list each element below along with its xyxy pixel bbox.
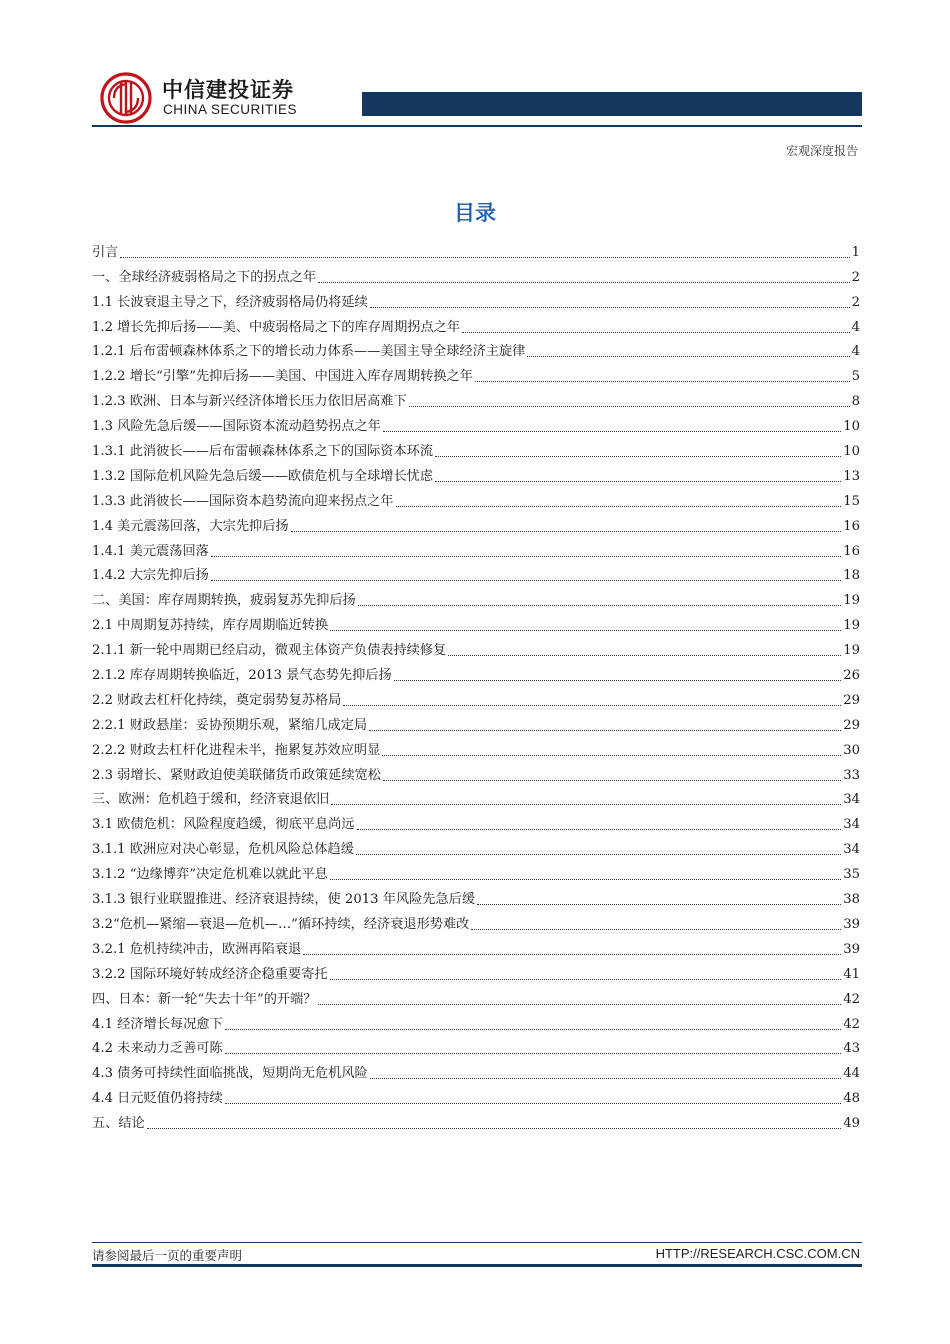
- toc-entry[interactable]: [92, 585, 860, 610]
- toc-entry[interactable]: [92, 984, 860, 1009]
- toc-entry-label: 2.3 弱增长、紧财政迫使美联储货币政策延续宽松: [92, 767, 381, 783]
- toc-dot-leader: [369, 730, 841, 731]
- toc-entry-page: 4: [851, 319, 860, 335]
- toc-entry[interactable]: [92, 760, 860, 785]
- toc-entry-label: 1.2 增长先抑后扬——美、中疲弱格局之下的库存周期拐点之年: [92, 319, 461, 335]
- toc-entry[interactable]: [92, 809, 860, 834]
- toc-dot-leader: [435, 481, 841, 482]
- toc-entry-page: 29: [843, 692, 860, 708]
- toc-entry-page: 39: [843, 941, 860, 957]
- toc-entry[interactable]: [92, 610, 860, 635]
- toc-entry-label: 五、结论: [92, 1116, 145, 1132]
- toc-entry-label: 1.3.1 此消彼长——后布雷顿森林体系之下的国际资本环流: [92, 444, 434, 460]
- header-band: [362, 92, 862, 116]
- page-header: [92, 60, 862, 130]
- toc-entry-page: 34: [843, 842, 860, 858]
- toc-entry-label: 1.2.1 后布雷顿森林体系之下的增长动力体系——美国主导全球经济主旋律: [92, 344, 526, 360]
- toc-dot-leader: [435, 456, 841, 457]
- toc-dot-leader: [477, 904, 841, 905]
- toc-entry-label: 2.1 中周期复苏持续，库存周期临近转换: [92, 618, 329, 634]
- toc-entry-label: 一、全球经济疲弱格局之下的拐点之年: [92, 269, 317, 285]
- toc-entry[interactable]: [92, 1034, 860, 1059]
- toc-dot-leader: [358, 605, 841, 606]
- toc-entry-label: 1.3.2 国际危机风险先急后缓——欧债危机与全球增长忧虑: [92, 468, 434, 484]
- toc-dot-leader: [330, 979, 842, 980]
- toc-entry-label: 3.1.2 “边缘博弈”决定危机难以就此平息: [92, 867, 328, 883]
- toc-entry-page: 43: [843, 1041, 860, 1057]
- toc-entry-label: 3.1.3 银行业联盟推进、经济衰退持续，使 2013 年风险先急后缓: [92, 892, 476, 908]
- toc-entry-label: 2.2 财政去杠杆化持续，奠定弱势复苏格局: [92, 692, 342, 708]
- toc-entry[interactable]: [92, 386, 860, 411]
- toc-entry[interactable]: [92, 909, 860, 934]
- toc-entry[interactable]: [92, 934, 860, 959]
- toc-dot-leader: [211, 580, 841, 581]
- brand-name-cn: 中信建投证券: [162, 78, 294, 102]
- toc-entry[interactable]: [92, 287, 860, 312]
- toc-dot-leader: [383, 780, 841, 781]
- toc-entry-label: 1.3 风险先急后缓——国际资本流动趋势拐点之年: [92, 419, 381, 435]
- toc-entry-label: 4.3 债务可持续性面临挑战，短期尚无危机风险: [92, 1066, 368, 1082]
- toc-entry[interactable]: [92, 834, 860, 859]
- toc-entry[interactable]: [92, 337, 860, 362]
- brand-name-en: CHINA SECURITIES: [163, 102, 298, 117]
- toc-entry[interactable]: [92, 436, 860, 461]
- toc-entry-page: 18: [843, 568, 860, 584]
- toc-dot-leader: [120, 257, 849, 258]
- footer-url-link[interactable]: HTTP://RESEARCH.CSC.COM.CN: [655, 1246, 860, 1261]
- toc-entry-label: 2.2.2 财政去杠杆化进程未半，拖累复苏效应明显: [92, 742, 381, 758]
- toc-entry[interactable]: [92, 785, 860, 810]
- toc-entry-page: 16: [843, 518, 860, 534]
- toc-entry-page: 13: [843, 468, 860, 484]
- toc-dot-leader: [225, 1103, 842, 1104]
- toc-dot-leader: [318, 1004, 841, 1005]
- toc-entry-label: 4.1 经济增长每况愈下: [92, 1016, 223, 1032]
- toc-dot-leader: [318, 282, 849, 283]
- toc-dot-leader: [471, 929, 841, 930]
- toc-entry-page: 2: [851, 294, 860, 310]
- toc-entry-label: 四、日本：新一轮“失去十年”的开端？: [92, 991, 317, 1007]
- toc-entry-label: 4.4 日元贬值仍将持续: [92, 1091, 223, 1107]
- toc-dot-leader: [475, 381, 850, 382]
- csc-logo-icon: [100, 72, 152, 124]
- toc-entry[interactable]: [92, 685, 860, 710]
- toc-entry-label: 3.2.1 危机持续冲击，欧洲再陷衰退: [92, 941, 302, 957]
- toc-entry-page: 33: [843, 767, 860, 783]
- toc-entry-page: 2: [851, 269, 860, 285]
- toc-dot-leader: [357, 829, 842, 830]
- toc-dot-leader: [527, 356, 849, 357]
- toc-entry-label: 1.1 长波衰退主导之下，经济疲弱格局仍将延续: [92, 294, 368, 310]
- toc-entry-page: 39: [843, 916, 860, 932]
- toc-entry-page: 8: [851, 394, 860, 410]
- toc-entry[interactable]: [92, 710, 860, 735]
- toc-dot-leader: [147, 1128, 841, 1129]
- toc-entry-page: 10: [843, 444, 860, 460]
- toc-entry[interactable]: [92, 1108, 860, 1133]
- toc-dot-leader: [343, 705, 841, 706]
- report-type-label: 宏观深度报告: [785, 144, 858, 158]
- toc-entry-page: 41: [843, 966, 860, 982]
- toc-entry[interactable]: [92, 511, 860, 536]
- toc-entry-label: 3.1 欧债危机：风险程度趋缓，彻底平息尚远: [92, 817, 355, 833]
- toc-dot-leader: [448, 655, 841, 656]
- toc-entry-page: 19: [843, 643, 860, 659]
- toc-dot-leader: [370, 1078, 841, 1079]
- toc-entry-page: 34: [843, 817, 860, 833]
- toc-entry-label: 2.2.1 财政悬崖：妥协预期乐观，紧缩几成定局: [92, 717, 368, 733]
- footer-disclaimer: 请参阅最后一页的重要声明: [92, 1248, 243, 1263]
- toc-entry-page: 44: [843, 1066, 860, 1082]
- toc-entry[interactable]: [92, 1083, 860, 1108]
- toc-dot-leader: [370, 307, 850, 308]
- toc-dot-leader: [225, 1029, 842, 1030]
- toc-dot-leader: [225, 1053, 842, 1054]
- toc-dot-leader: [396, 506, 842, 507]
- toc-dot-leader: [331, 804, 841, 805]
- toc-entry[interactable]: [92, 536, 860, 561]
- toc-dot-leader: [462, 332, 850, 333]
- toc-entry[interactable]: [92, 361, 860, 386]
- toc-entry-page: 49: [843, 1116, 860, 1132]
- toc-entry[interactable]: [92, 635, 860, 660]
- toc-entry-label: 2.1.2 库存周期转换临近，2013 景气态势先抑后扬: [92, 668, 392, 684]
- toc-dot-leader: [394, 680, 842, 681]
- toc-entry[interactable]: [92, 1009, 860, 1034]
- toc-dot-leader: [303, 954, 841, 955]
- toc-entry[interactable]: [92, 411, 860, 436]
- toc-entry[interactable]: [92, 312, 860, 337]
- toc-entry-page: 19: [843, 593, 860, 609]
- toc-entry-label: 4.2 未来动力乏善可陈: [92, 1041, 223, 1057]
- toc-dot-leader: [383, 431, 841, 432]
- toc-entry-page: 16: [843, 543, 860, 559]
- toc-entry-page: 38: [843, 892, 860, 908]
- toc-entry-page: 15: [843, 493, 860, 509]
- toc-entry-page: 34: [843, 792, 860, 808]
- toc-entry[interactable]: [92, 561, 860, 586]
- toc-entry-page: 26: [843, 668, 860, 684]
- toc-entry-label: 三、欧洲：危机趋于缓和，经济衰退依旧: [92, 792, 330, 808]
- toc-dot-leader: [330, 630, 841, 631]
- toc-entry-page: 35: [843, 867, 860, 883]
- toc-entry[interactable]: [92, 884, 860, 909]
- toc-entry[interactable]: [92, 486, 860, 511]
- toc-entry-page: 4: [851, 344, 860, 360]
- toc-dot-leader: [211, 556, 841, 557]
- toc-entry[interactable]: [92, 1058, 860, 1083]
- toc-dot-leader: [291, 531, 842, 532]
- toc-entry[interactable]: [92, 859, 860, 884]
- toc-dot-leader: [382, 755, 841, 756]
- toc-entry[interactable]: [92, 660, 860, 685]
- toc-entry-label: 1.3.3 此消彼长——国际资本趋势流向迎来拐点之年: [92, 493, 394, 509]
- toc-entry-label: 3.2.2 国际环境好转成经济企稳重要寄托: [92, 966, 328, 982]
- toc-entry-label: 3.2“危机—紧缩—衰退—危机—…”循环持续，经济衰退形势难改: [92, 916, 470, 932]
- toc-entry-label: 3.1.1 欧洲应对决心彰显，危机风险总体趋缓: [92, 842, 354, 858]
- footer-divider-top: [92, 1242, 862, 1243]
- toc-entry-label: 1.2.3 欧洲、日本与新兴经济体增长压力依旧居高难下: [92, 394, 407, 410]
- toc-entry-label: 1.4.1 美元震荡回落: [92, 543, 209, 559]
- toc-entry-page: 48: [843, 1091, 860, 1107]
- toc-entry-page: 29: [843, 717, 860, 733]
- toc-title: 目录: [454, 201, 496, 225]
- toc-entry-label: 1.4 美元震荡回落，大宗先抑后扬: [92, 518, 289, 534]
- toc-dot-leader: [330, 879, 841, 880]
- toc-entry-label: 1.2.2 增长“引擎”先抑后扬——美国、中国进入库存周期转换之年: [92, 369, 473, 385]
- toc-entry-page: 19: [843, 618, 860, 634]
- toc-entry-page: 1: [851, 244, 860, 260]
- toc-entry-page: 42: [843, 1016, 860, 1032]
- toc-entry[interactable]: [92, 461, 860, 486]
- toc-entry[interactable]: [92, 237, 860, 262]
- toc-entry[interactable]: [92, 735, 860, 760]
- header-divider: [92, 125, 862, 127]
- toc-dot-leader: [356, 854, 841, 855]
- toc-entry-label: 1.4.2 大宗先抑后扬: [92, 568, 209, 584]
- toc-entry-label: 二、美国：库存周期转换，疲弱复苏先抑后扬: [92, 593, 356, 609]
- toc-entry-label: 2.1.1 新一轮中周期已经启动，微观主体资产负债表持续修复: [92, 643, 447, 659]
- toc-entry-page: 42: [843, 991, 860, 1007]
- toc-entry[interactable]: [92, 959, 860, 984]
- toc-entry-page: 5: [851, 369, 860, 385]
- toc-dot-leader: [409, 406, 850, 407]
- table-of-contents: [92, 237, 860, 1133]
- toc-entry-page: 10: [843, 419, 860, 435]
- toc-entry[interactable]: [92, 262, 860, 287]
- footer-divider-bottom: [92, 1264, 862, 1267]
- toc-entry-page: 30: [843, 742, 860, 758]
- toc-entry-label: 引言: [92, 244, 119, 260]
